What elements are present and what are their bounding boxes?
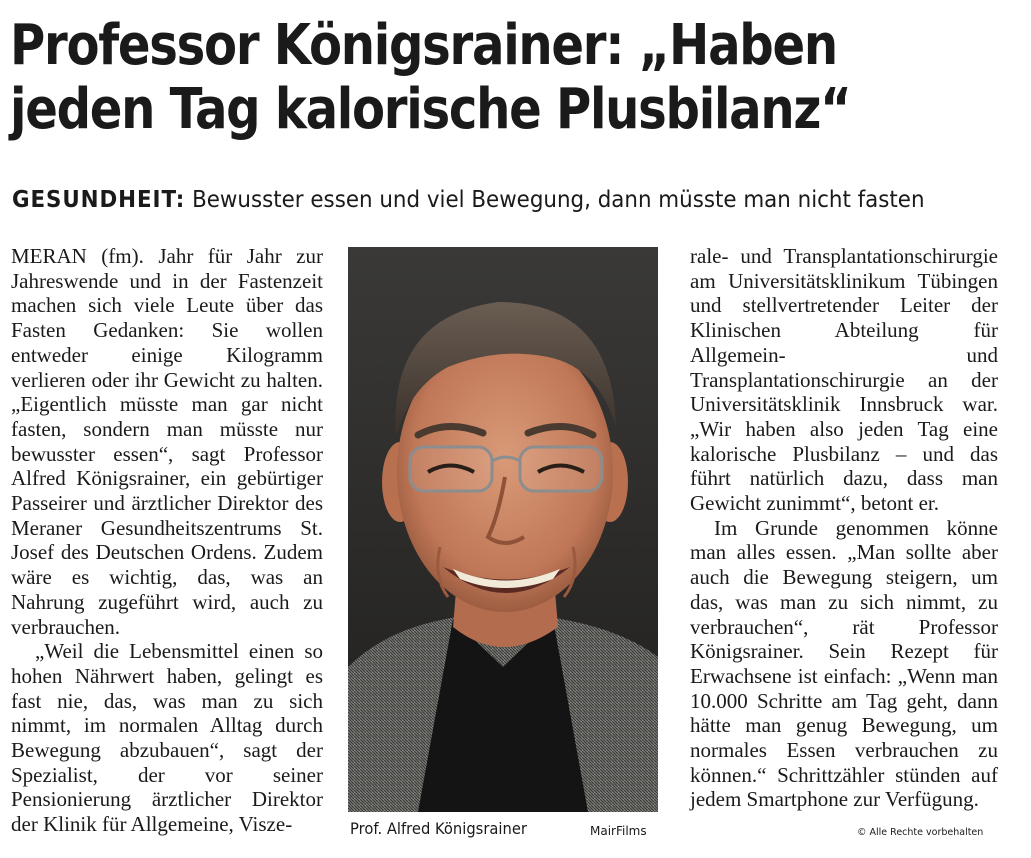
article-paragraph: „Weil die Lebensmittel einen so hohen Nährwert haben, gelingt es fast nie, das, was man zu sich nimmt, im normalen Alltag durch Bewegung abzubauen“, sagt der Spezialist, der vor seiner Pensionierung ärztlicher Direktor der Klinik für Allgemeine, Visze- — [11, 639, 323, 837]
article-paragraph: MERAN (fm). Jahr für Jahr zur Jahreswende und in der Fastenzeit machen sich viele Leute über das Fasten Gedanken: Sie wollen entweder einige Kilogramm verlieren oder ihr Gewicht zu halten. „Eigentlich müsste man gar nicht fasten, sondern man müsste nur bewusster essen“, sagt Professor Alfred Königsrainer, ein gebürtiger Passeirer und ärztlicher Direktor des Meraner Gesundheitszentrums St. Josef des Deutschen Ordens. Zudem wäre es wichtig, das, was an Nahrung zugeführt wird, auch zu verbrauchen. — [11, 244, 323, 639]
subheadline-kicker: GESUNDHEIT: — [12, 187, 186, 213]
portrait-illustration — [348, 247, 658, 812]
headline-line-1: Professor Königsrainer: „Haben — [10, 13, 837, 78]
article-paragraph: rale- und Transplantationschirurgie am Universitätsklinikum Tübingen und stellvertretender Leiter der Klinischen Abteilung für Allgemein- und Transplantationschirurgie an der Universitätsklinik Innsbruck war. „Wir haben also jeden Tag eine kalorische Plusbilanz – und das führt natürlich dazu, dass man Gewicht zunimmt“, betont er. — [690, 244, 998, 516]
article-column-2 — [690, 244, 998, 812]
headline-line-2: jeden Tag kalorische Plusbilanz“ — [10, 77, 851, 142]
copyright-notice: © Alle Rechte vorbehalten — [857, 827, 984, 838]
article-paragraph: Im Grunde genommen könne man alles essen. „Man sollte aber auch die Bewegung steigern, um das, was man zu sich nimmt, zu verbrauchen“, rät Professor Königsrainer. Sein Rezept für Erwachsene ist einfach: „Wenn man 10.000 Schritte am Tag geht, dann hätte man genug Bewegung, um normales Essen verbrauchen zu können.“ Schrittzähler stünden auf jedem Smartphone zur Verfügung. — [690, 515, 998, 812]
subheadline — [12, 184, 951, 216]
article-column-1 — [11, 244, 323, 837]
portrait-photo — [348, 247, 658, 812]
headline — [10, 14, 883, 142]
subheadline-text: Bewusster essen und viel Bewegung, dann müsste man nicht fasten — [192, 187, 925, 213]
photo-credit: MairFilms — [590, 824, 647, 838]
photo-caption-text: Prof. Alfred Königsrainer — [350, 819, 527, 838]
